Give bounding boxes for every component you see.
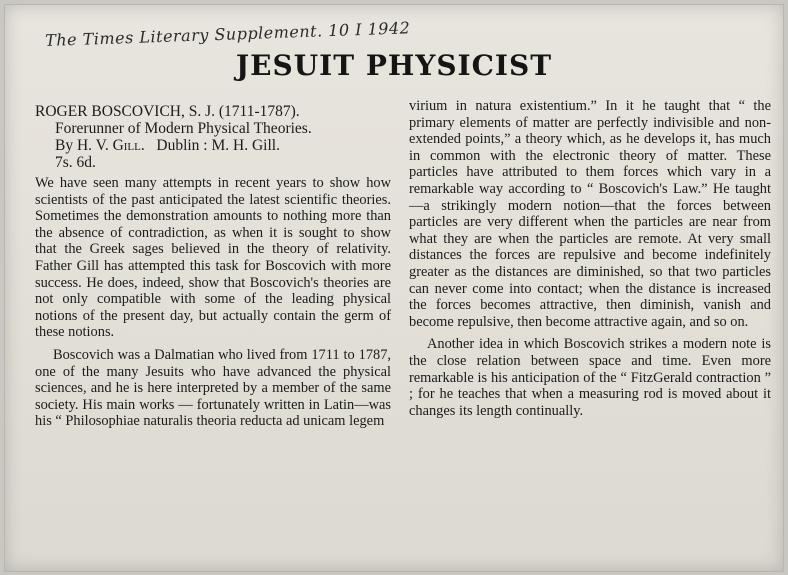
byline-prefix: By — [55, 137, 74, 154]
article-paragraph-2: Boscovich was a Dalmatian who lived from 1711 to 1787, one of the many Jesuits who have advanced the physical sciences, and he is here interpreted by a member of the same society. His main works — fortunately written in Latin—was his “ Philosophiae naturalis theoria reducta ad unicam legem — [35, 346, 391, 430]
article-headline: JESUIT PHYSICIST — [235, 49, 553, 82]
newspaper-clipping — [4, 4, 784, 572]
book-author-line: ROGER BOSCOVICH, S. J. (1711-1787). — [35, 103, 300, 120]
book-price: 7s. 6d. — [55, 154, 96, 171]
book-reviewer: H. V. Gill. — [76, 137, 145, 154]
book-subtitle: Forerunner of Modern Physical Theories. — [55, 120, 312, 137]
book-citation — [35, 103, 391, 171]
article-paragraph-3: virium in natura existentium.” In it he taught that “ the primary elements of matter are perfectly indivisible and non-extended points,” a theory which, as he develops it, has much in common with the electronic theory of matter. These particles have attributed to them forces which vary in a remarkable way according to “ Boscovich's Law.” He taught —a strikingly modern notion—that the forces between particles are very different when the particles are near from what they are when the particles are remote. At very small distances the forces are repulsive and become indefinitely greater as the distances are diminished, so that two particles can never come into contact; when the distance is increased the forces becomes attractive, then diminish, vanish and become repulsive, then become attractive again, and so on. — [409, 98, 771, 330]
left-column — [35, 103, 391, 430]
book-byline — [35, 137, 391, 154]
article-paragraph-1: We have seen many attempts in recent years to show how scientists of the past anticipated the latest scientific theories. Sometimes the demonstration amounts to nothing more than the absence of contradiction, as when it is sought to show that the Greek sages believed in the theory of relativity. Father Gill has attempted this task for Boscovich with more success. He does, indeed, show that Boscovich's theories are not only compatible with some of the leading physical notions of the present day, but actually contain the germ of these notions. — [35, 175, 391, 341]
book-publisher: Dublin : M. H. Gill. — [156, 137, 280, 154]
right-column — [409, 98, 771, 419]
handwritten-source-note: The Times Literary Supplement. 10 I 1942 — [44, 18, 411, 51]
article-paragraph-4: Another idea in which Boscovich strikes a modern note is the close relation between space and time. Even more remarkable is his anticipation of the “ FitzGerald contraction ” ; for he teaches that when a measuring rod is moved about it changes its length continually. — [409, 336, 771, 419]
